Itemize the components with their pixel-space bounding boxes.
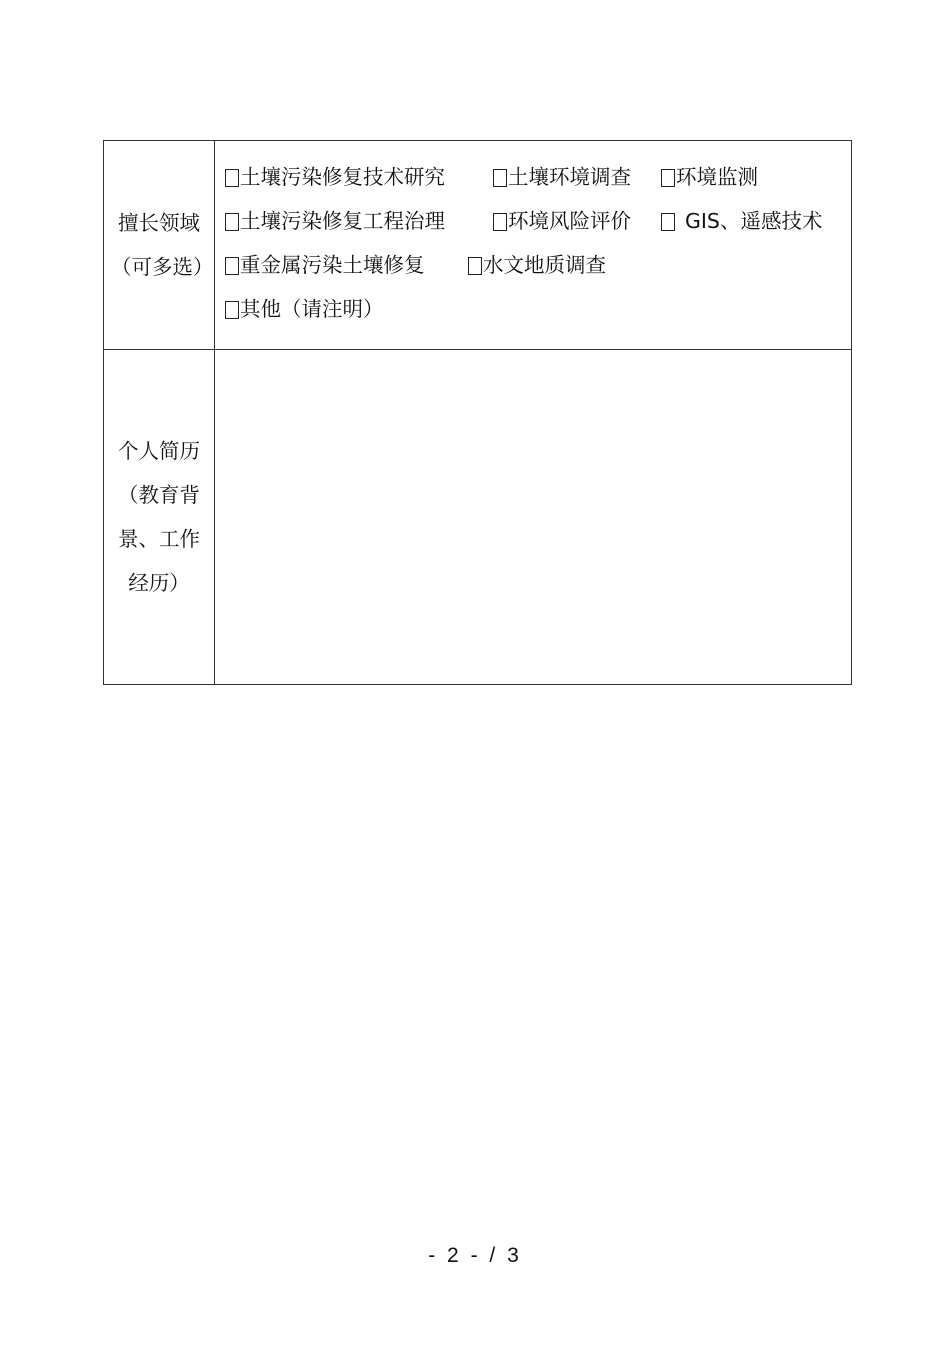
skills-options-line-3 <box>225 243 851 287</box>
skills-options-cell <box>215 141 852 350</box>
checkbox[interactable] <box>493 213 507 231</box>
checkbox[interactable] <box>225 257 239 275</box>
resume-label: 个人简历（教育背景、工作经历） <box>118 439 200 595</box>
skills-options-line-2 <box>225 199 851 243</box>
skill-option-other[interactable]: 其他（请注明） <box>225 287 384 331</box>
skill-option-heavy-metal-remediation[interactable]: 重金属污染土壤修复 <box>225 243 468 287</box>
resume-label-cell <box>104 350 215 685</box>
skill-option-soil-survey[interactable]: 土壤环境调查 <box>493 155 661 199</box>
skills-label: 擅长领域（可多选） <box>111 211 214 279</box>
skill-option-env-monitoring[interactable]: 环境监测 <box>661 155 758 199</box>
checkbox[interactable] <box>493 169 507 187</box>
checkbox[interactable] <box>225 213 239 231</box>
checkbox[interactable] <box>468 257 482 275</box>
page-number: - 2 - / 3 <box>428 1244 522 1267</box>
checkbox[interactable] <box>661 169 675 187</box>
skills-label-cell <box>104 141 215 350</box>
skill-option-env-risk-assessment[interactable]: 环境风险评价 <box>493 199 661 243</box>
application-form-table <box>103 140 852 685</box>
resume-content-cell[interactable] <box>215 350 852 685</box>
checkbox[interactable] <box>661 213 675 231</box>
checkbox[interactable] <box>225 301 239 319</box>
skill-option-hydrogeology-survey[interactable]: 水文地质调查 <box>468 243 606 287</box>
checkbox[interactable] <box>225 169 239 187</box>
skills-options-line-1 <box>225 155 851 199</box>
skill-option-gis-remote-sensing[interactable]: GIS、遥感技术 <box>661 199 822 243</box>
skill-option-soil-remediation-engineering[interactable]: 土壤污染修复工程治理 <box>225 199 493 243</box>
skills-row <box>104 141 852 350</box>
skill-option-soil-remediation-research[interactable]: 土壤污染修复技术研究 <box>225 155 493 199</box>
resume-row <box>104 350 852 685</box>
skills-options-line-4 <box>225 287 851 331</box>
